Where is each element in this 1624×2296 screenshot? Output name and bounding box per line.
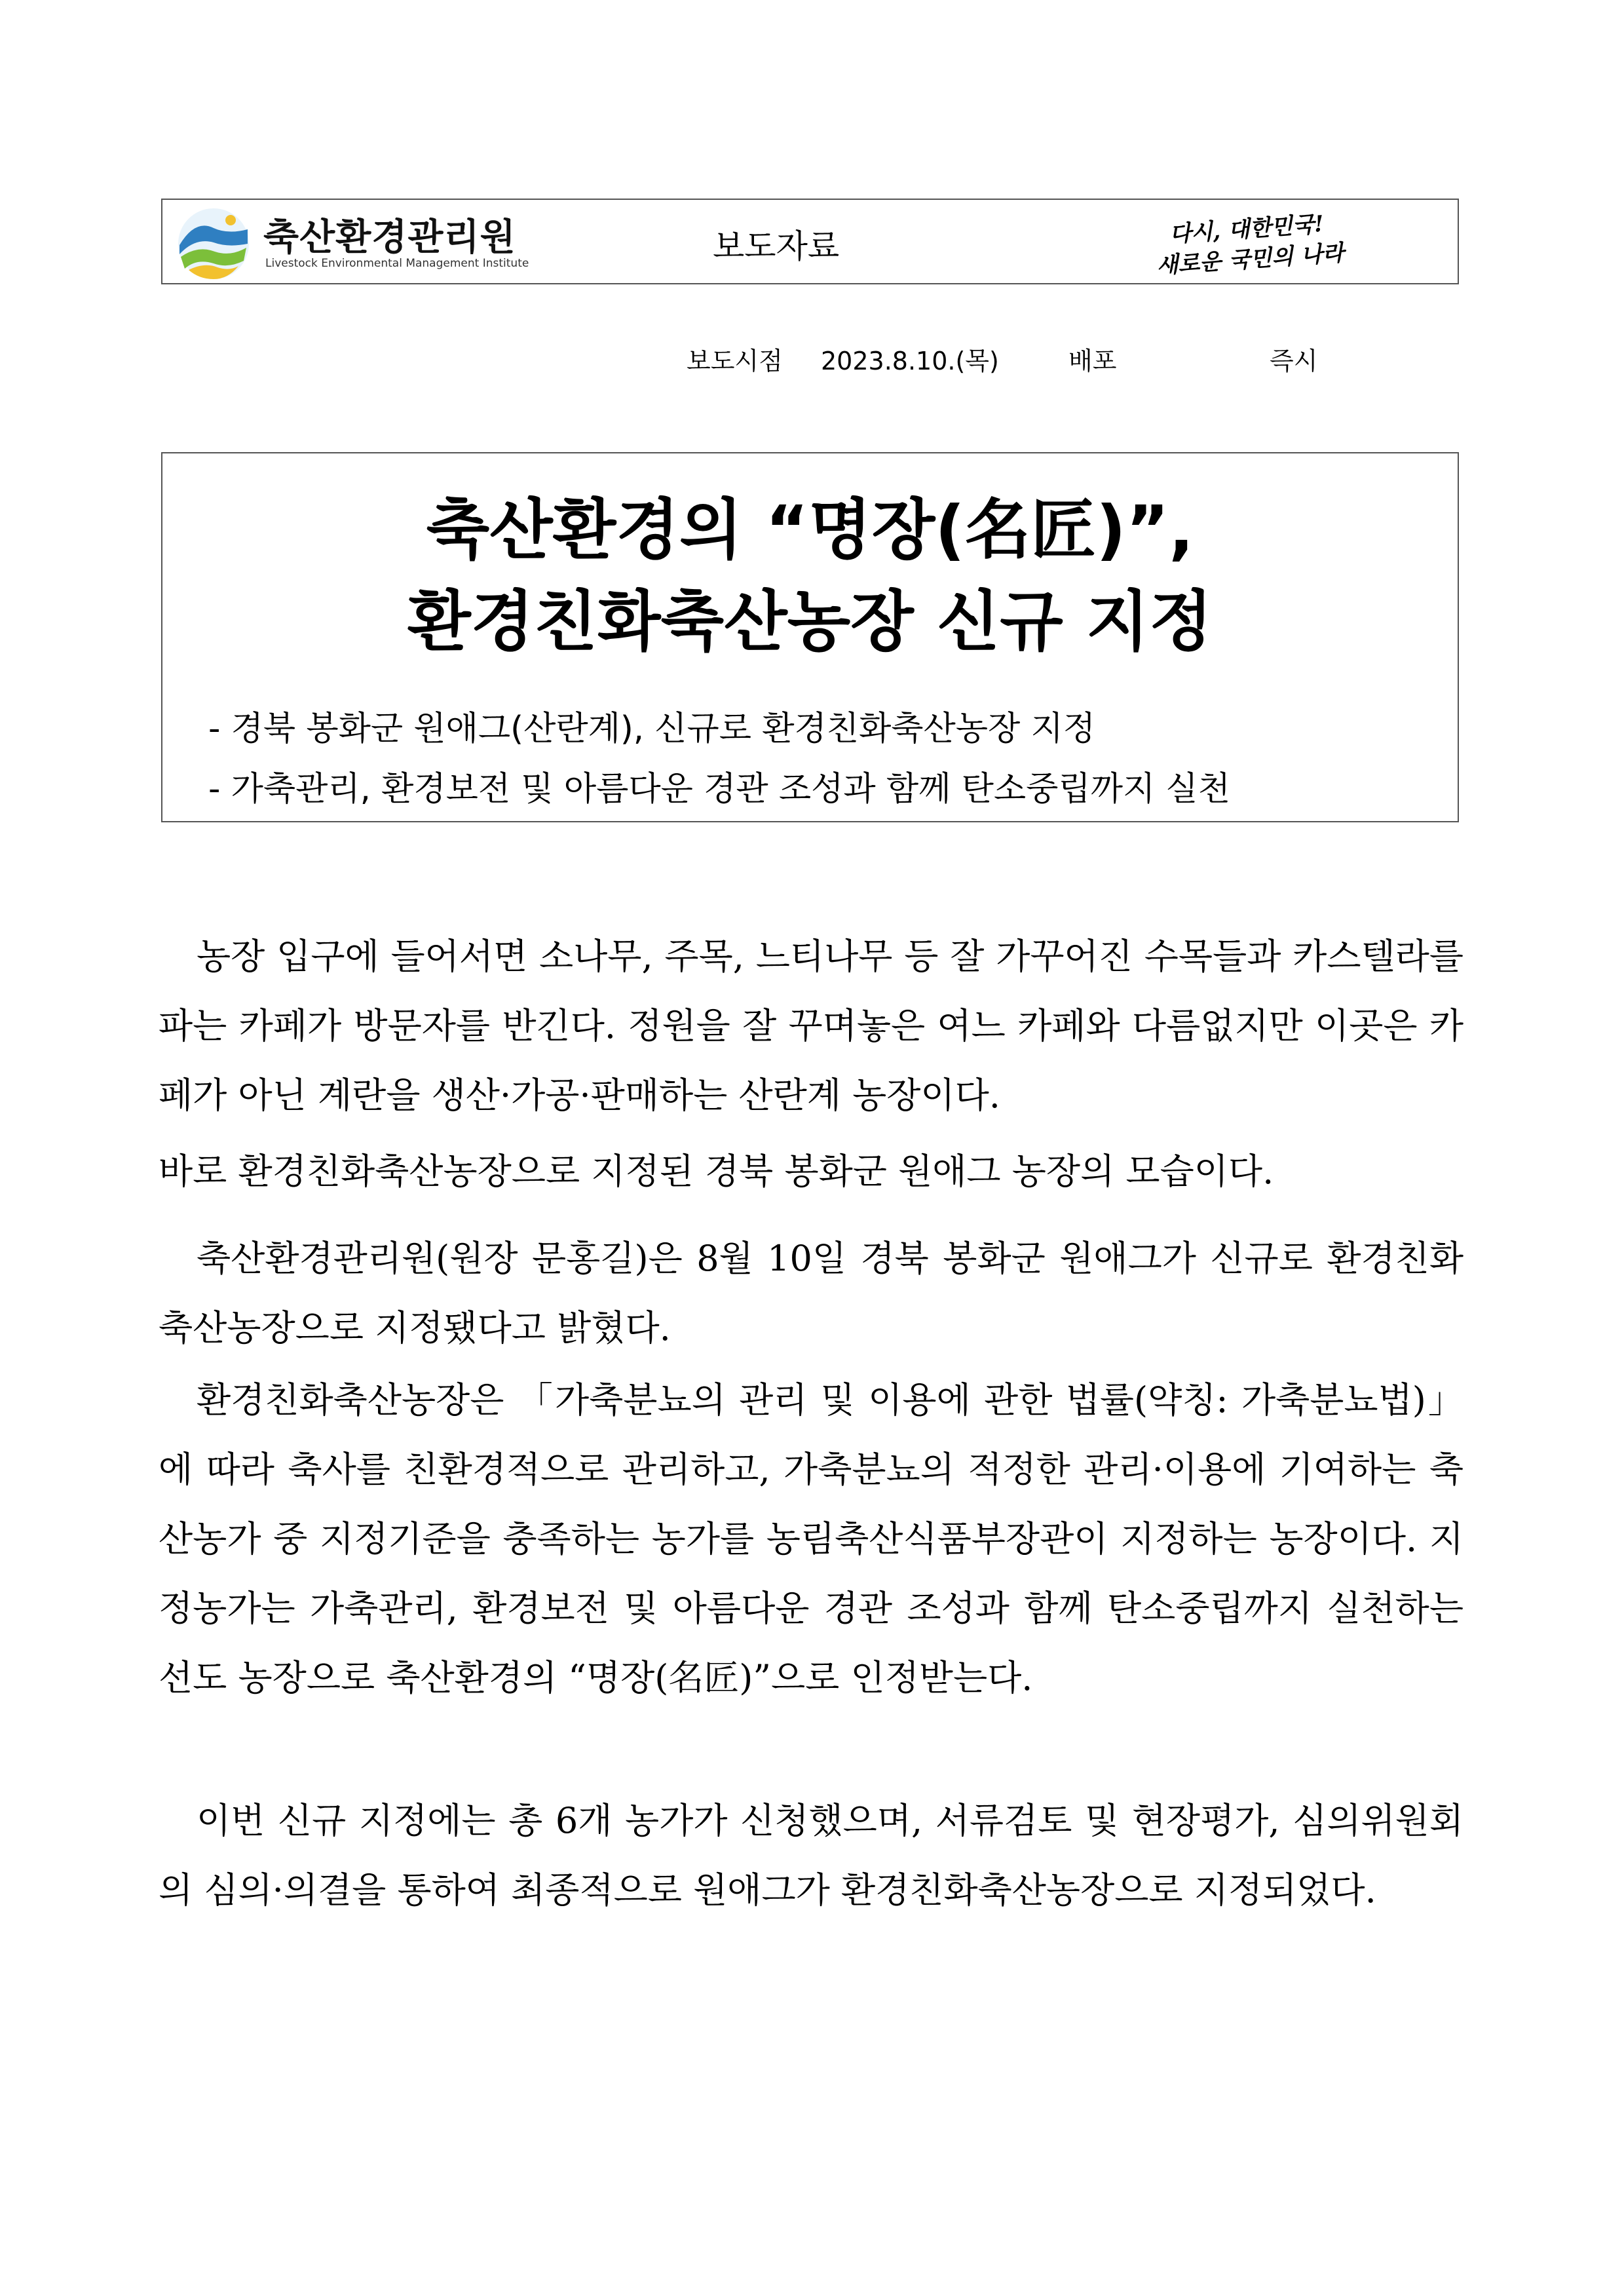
subheadline-2: - 가축관리, 환경보전 및 아름다운 경관 조성과 함께 탄소중립까지 실천 [208,770,1230,809]
subheadline-1: - 경북 봉화군 원애그(산란계), 신규로 환경친화축산농장 지정 [208,710,1096,748]
release-time-label: 보도시점 [687,347,783,375]
headline-line1: 축산환경의 “명장(名匠)”, [426,491,1194,568]
distribution-label: 배포 [1068,347,1117,375]
body-paragraph [159,1786,1463,1925]
org-name: 축산환경관리원 [263,216,516,259]
org-logo-icon [176,206,252,282]
distribution-value: 즉시 [1270,347,1318,375]
slogan-line1: 다시, 대한민국! [1169,210,1325,248]
slogan-line2: 새로운 국민의 나라 [1156,240,1345,279]
slogan [1143,208,1345,279]
paragraph-text: 환경친화축산농장은 「가축분뇨의 관리 및 이용에 관한 법률(약칭: 가축분뇨법)」에 따라 축사를 친환경적으로 관리하고, 가축분뇨의 적정한 관리·이용에 기여하는 축산농가 중 지정기준을 충족하는 농가를 농림축산식품부장관이 지정하는 농장이다. 지정농가는 가축관리, 환경보전 및 아름다운 경관 조성과 함께 탄소중립까지 실천하는 선도 농장으로 축산환경의 “명장(名匠)”으로 인정받는다. [159,1379,1463,1698]
paragraph-text: 축산환경관리원(원장 문홍길)은 8월 10일 경북 봉화군 원애그가 신규로 환경친화축산농장으로 지정됐다고 밝혔다. [159,1238,1463,1349]
doc-type: 보도자료 [713,227,840,265]
body-paragraph [159,1137,1463,1206]
release-date: 2023.8.10.(목) [821,347,999,375]
body-paragraph [159,1224,1463,1363]
paragraph-text: 농장 입구에 들어서면 소나무, 주목, 느티나무 등 잘 가꾸어진 수목들과 카스텔라를 파는 카페가 방문자를 반긴다. 정원을 잘 꾸며놓은 여느 카페와 다름없지만 이곳은 카페가 아닌 계란을 생산·가공·판매하는 산란계 농장이다. [159,936,1463,1116]
body-paragraph [159,922,1463,1130]
headline-line2: 환경친화축산농장 신규 지정 [407,583,1213,660]
org-name-en: Livestock Environmental Management Institute [265,257,529,270]
paragraph-text: 이번 신규 지정에는 총 6개 농가가 신청했으며, 서류검토 및 현장평가, 심의위원회의 심의·의결을 통하여 최종적으로 원애그가 환경친화축산농장으로 지정되었다. [159,1800,1463,1911]
body-paragraph [159,1366,1463,1713]
paragraph-text: 바로 환경친화축산농장으로 지정된 경북 봉화군 원애그 농장의 모습이다. [159,1151,1274,1192]
